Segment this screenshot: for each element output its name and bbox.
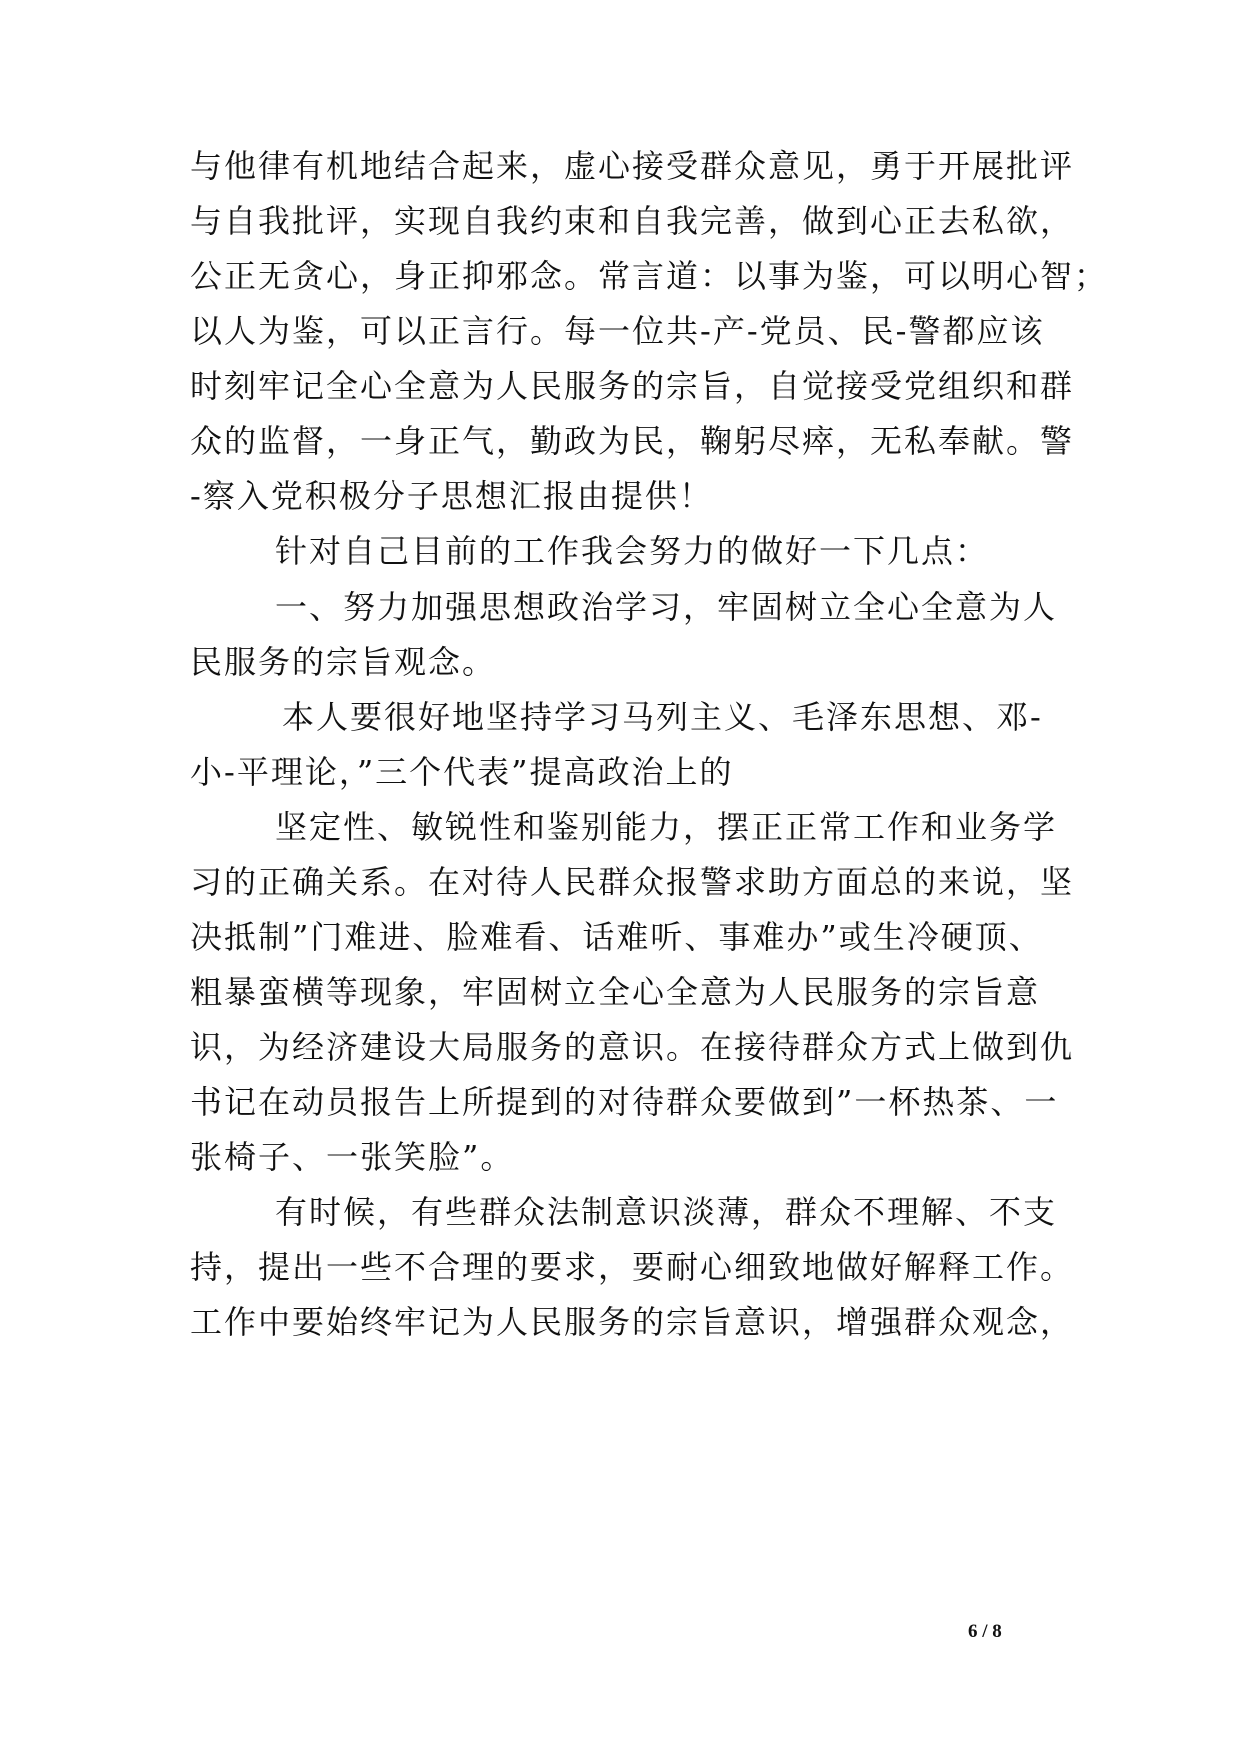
text-line: 有时候，有些群众法制意识淡薄，群众不理解、不支 — [275, 1193, 1058, 1231]
text-line: 习的正确关系。在对待人民群众报警求助方面总的来说，坚 — [190, 863, 1075, 901]
text-line: 与自我批评，实现自我约束和自我完善，做到心正去私欲， — [190, 202, 1075, 240]
text-line: 持，提出一些不合理的要求，要耐心细致地做好解释工作。 — [190, 1248, 1075, 1286]
text-line: 民服务的宗旨观念。 — [190, 643, 497, 681]
text-line: -察入党积极分子思想汇报由提供！ — [190, 477, 713, 515]
text-line: 本人要很好地坚持学习马列主义、毛泽东思想、邓- — [282, 698, 1043, 736]
text-line: 以人为鉴，可以正言行。每一位共-产-党员、民-警都应该 — [190, 312, 1045, 350]
text-line: 决抵制”门难进、脸难看、话难听、事难办”或生冷硬顶、 — [190, 918, 1043, 956]
text-line: 张椅子、一张笑脸”。 — [190, 1138, 515, 1176]
text-line: 工作中要始终牢记为人民服务的宗旨意识，增强群众观念， — [190, 1303, 1075, 1341]
text-line: 众的监督，一身正气，勤政为民，鞠躬尽瘁，无私奉献。警 — [190, 422, 1075, 460]
page-number: 6 / 8 — [968, 1621, 1002, 1642]
text-line: 时刻牢记全心全意为人民服务的宗旨，自觉接受党组织和群 — [190, 367, 1075, 405]
text-line: 书记在动员报告上所提到的对待群众要做到”一杯热茶、一 — [190, 1083, 1059, 1121]
text-line: 坚定性、敏锐性和鉴别能力，摆正正常工作和业务学 — [275, 808, 1058, 846]
text-line: 小-平理论，”三个代表”提高政治上的 — [190, 753, 734, 791]
text-line: 公正无贪心，身正抑邪念。常言道：以事为鉴，可以明心智； — [190, 257, 1109, 295]
section-heading: 一、努力加强思想政治学习，牢固树立全心全意为人 — [275, 588, 1058, 626]
text-line: 与他律有机地结合起来，虚心接受群众意见，勇于开展批评 — [190, 147, 1075, 185]
paragraph-intro: 针对自己目前的工作我会努力的做好一下几点： — [275, 532, 990, 570]
text-line: 粗暴蛮横等现象，牢固树立全心全意为人民服务的宗旨意 — [190, 973, 1041, 1011]
text-line: 识，为经济建设大局服务的意识。在接待群众方式上做到仇 — [190, 1028, 1075, 1066]
